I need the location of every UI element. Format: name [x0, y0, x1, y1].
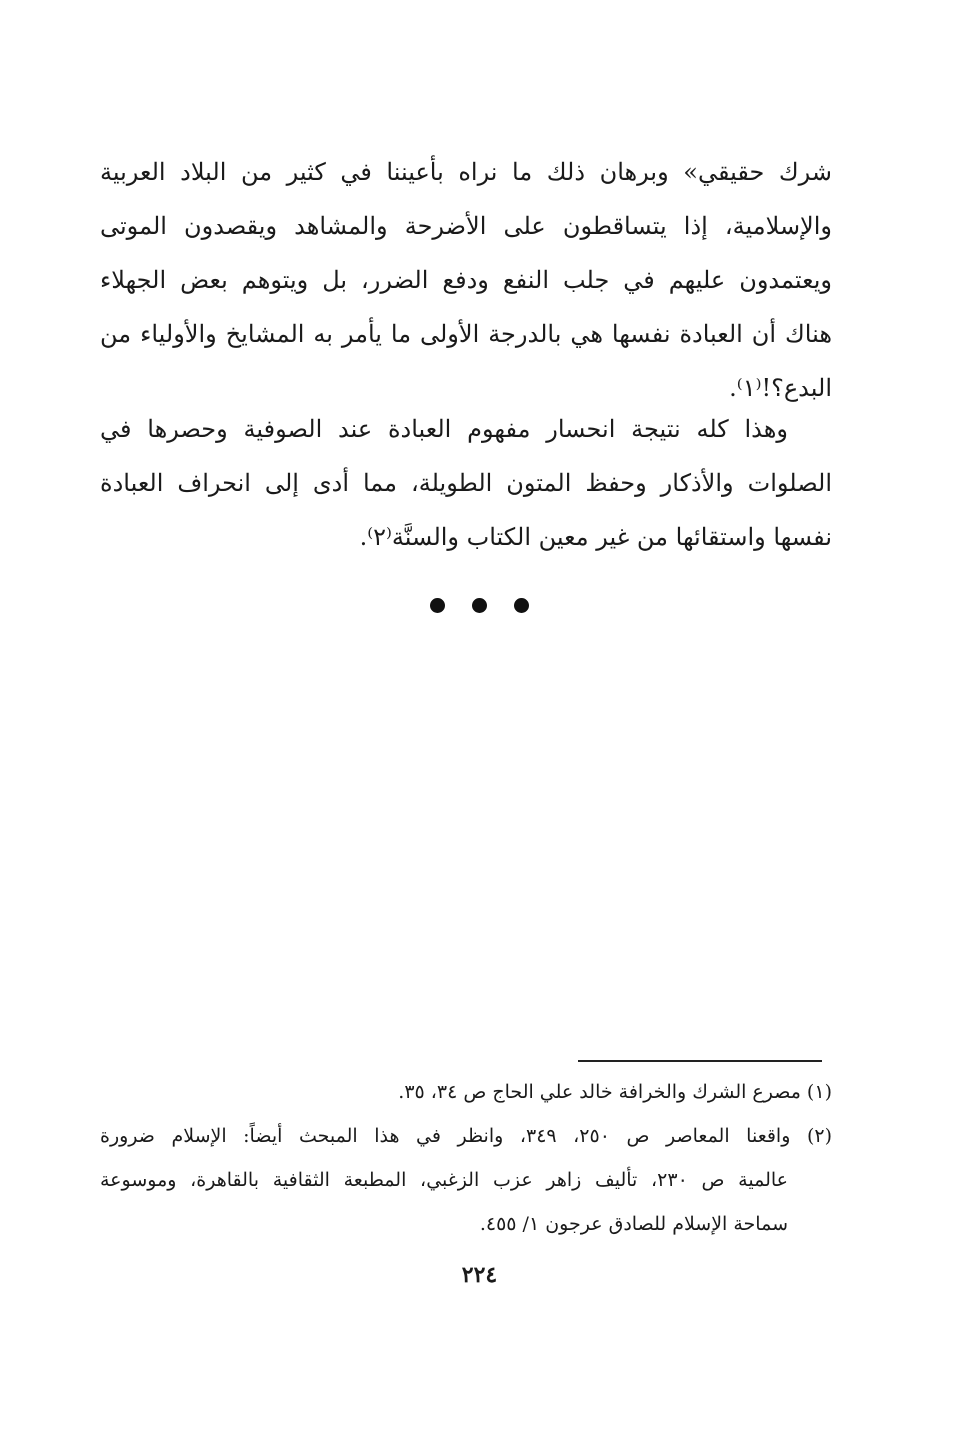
footnotes	[100, 1070, 832, 1246]
body-line: هناك أن العبادة نفسها هي بالدرجة الأولى ما يأمر به المشايخ والأولياء من	[100, 320, 832, 348]
separator-dot	[430, 598, 445, 613]
footnote-2-line: (٢) واقعنا المعاصر ص ٢٥٠، ٣٤٩، وانظر في هذا المبحث أيضاً: الإسلام ضرورة	[100, 1125, 832, 1147]
body-line: وهذا كله نتيجة انحسار مفهوم العبادة عند الصوفية وحصرها في	[100, 415, 788, 443]
body-line: الصلوات والأذكار وحفظ المتون الطويلة، مما أدى إلى انحراف العبادة	[100, 469, 832, 497]
footnote-2-line: سماحة الإسلام للصادق عرجون ١/ ٤٥٥.	[479, 1213, 788, 1235]
body-line: شرك حقيقي» وبرهان ذلك ما نراه بأعيننا في كثير من البلاد العربية	[100, 158, 832, 186]
separator-dot	[472, 598, 487, 613]
body-line: ويعتمدون عليهم في جلب النفع ودفع الضرر، بل ويتوهم بعض الجهلاء	[100, 266, 832, 294]
separator-dot	[514, 598, 529, 613]
paragraph-1	[100, 145, 832, 415]
paragraph-2	[100, 402, 832, 564]
footnote-2-line: عالمية ص ٢٣٠، تأليف زاهر عزب الزغبي، المطبعة الثقافية بالقاهرة، وموسوعة	[100, 1169, 788, 1191]
footnote-divider	[578, 1060, 822, 1062]
page-number: ٢٢٤	[461, 1262, 498, 1288]
body-line: نفسها واستقائها من غير معين الكتاب والسنَّة⁽٢⁾.	[359, 523, 832, 551]
section-separator	[0, 598, 959, 617]
body-line: البدع؟!⁽١⁾.	[729, 374, 832, 402]
body-line: والإسلامية، إذا يتساقطون على الأضرحة والمشاهد ويقصدون الموتى	[100, 212, 832, 240]
footnote-1: (١) مصرع الشرك والخرافة خالد علي الحاج ص ٣٤، ٣٥.	[398, 1081, 832, 1103]
